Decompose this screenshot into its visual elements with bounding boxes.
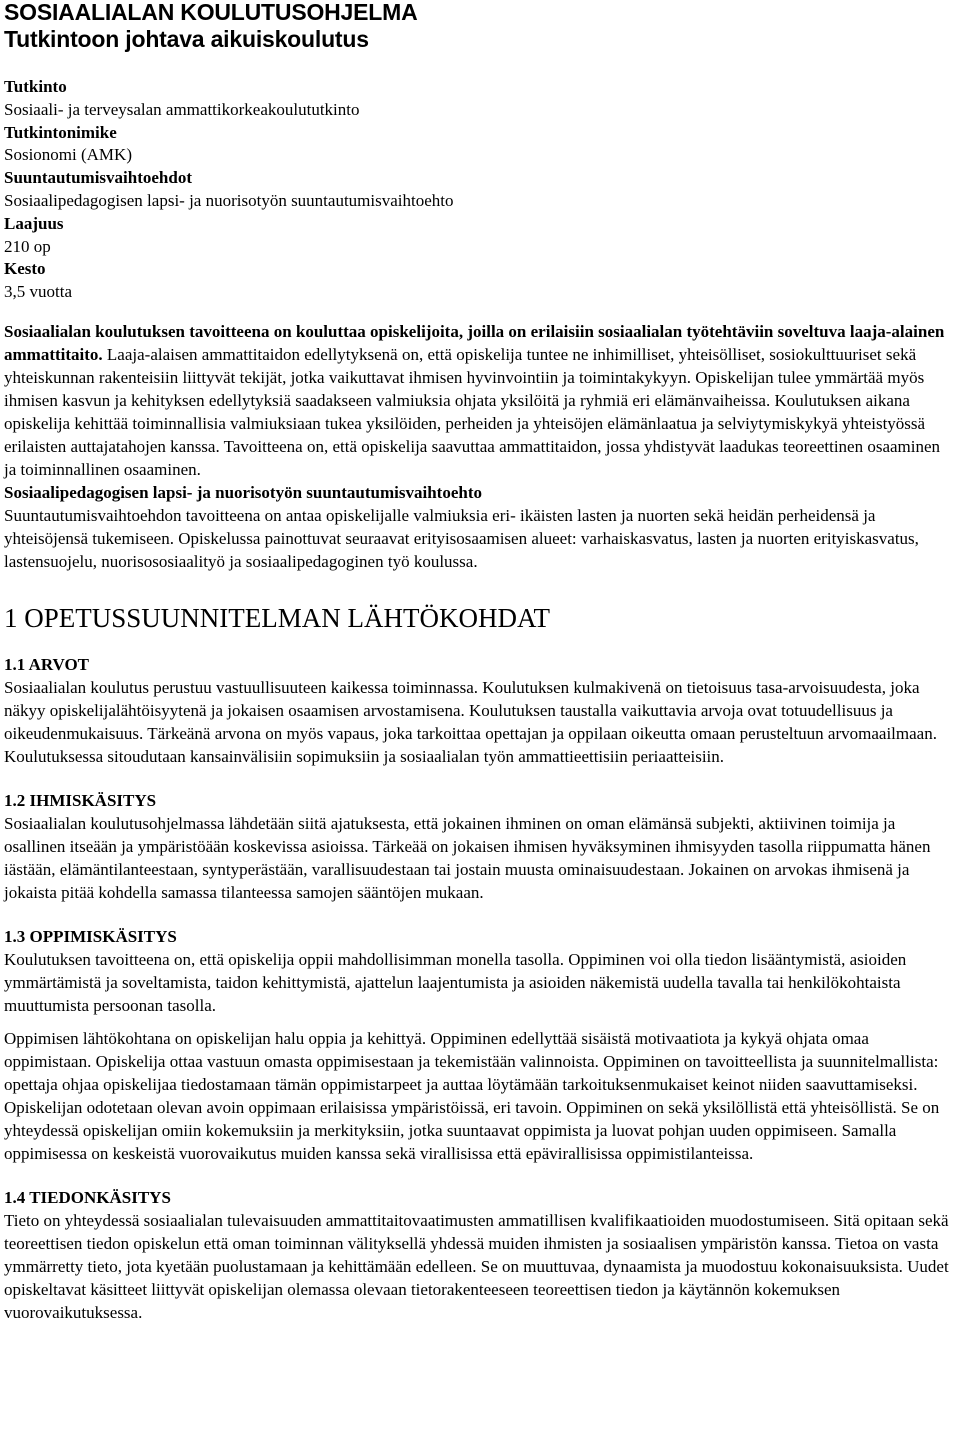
section-title: IHMISKÄSITYS: [29, 790, 157, 810]
section-title: ARVOT: [28, 654, 90, 674]
section-paragraph: Sosiaalialan koulutusohjelmassa lähdetään siitä ajatuksesta, että jokainen ihminen on oman elämänsä subjekti, aktiivinen toimija ja osallinen itseään ja ympäristöään koskevissa asioissa. Tärkeää on jokaisen ihmisen hyväksyminen ihmisyyden tasolla riippumatta hänen iästään, elämäntilanteestaan, syntyperästään, varallisuudestaan tai jostain muusta ominaisuudestaan. Jokainen on arvokas ihmisenä ja jokaista pitää kohdella samassa tilanteessa samojen sääntöjen mukaan.: [4, 813, 931, 902]
section-number: 1.3: [4, 926, 26, 946]
info-label-scope: Laajuus: [4, 213, 64, 233]
section-heading: [4, 925, 954, 948]
document-title: SOSIAALIALAN KOULUTUSOHJELMA: [4, 0, 418, 25]
section-human: [4, 789, 954, 904]
section-title: OPPIMISKÄSITYS: [29, 926, 177, 946]
intro-paragraph: [4, 320, 954, 481]
degree-info: [4, 76, 954, 304]
info-value-scope: 210 op: [4, 236, 51, 256]
section-learning: [4, 925, 954, 1165]
section-paragraph: Tieto on yhteydessä sosiaalialan tulevaisuuden ammattitaitovaatimusten ammatillisen kvalifikaatioiden muodostumiseen. Sitä opitaan sekä teoreettisen tiedon opiskelun että oman toiminnan välityksellä yhdessä muiden ihmisten ja sosiaalisen ympäristön kanssa. Tietoa on vasta ymmärretty tieto, jota kyetään puolustamaan ja kehittämään edelleen. Se on muuttuvaa, dynaamista ja muodostuu kokonaisuuksista. Uudet opiskeltavat käsitteet liittyvät opiskelijan olemassa olevaan tietorakenteeseen teoreettisen tiedon ja käytännön kokemuksen vuorovaikutuksessa.: [4, 1210, 949, 1322]
chapter-heading: 1 OPETUSSUUNNITELMAN LÄHTÖKOHDAT: [4, 602, 550, 633]
section-knowledge: [4, 1186, 954, 1324]
section-heading: [4, 653, 954, 676]
section-heading: [4, 1186, 954, 1209]
section-paragraph: Oppimisen lähtökohtana on opiskelijan halu oppia ja kehittyä. Oppiminen edellyttää sisäistä motivaatiota ja kykyä ohjata omaa oppimistaan. Opiskelija ottaa vastuun omasta oppimisestaan ja tekemistään valinnoista. Oppiminen on tavoitteellista ja suunnitelmallista: opettaja ohjaa opiskelijaa tiedostamaan tämän oppimistarpeet ja auttaa löytämään tarkoituksenmukaiset keinot niiden saavuttamiseksi. Opiskelijan odotetaan olevan avoin oppimaan erilaisissa ympäristöissä, eri tavoin. Oppiminen on sekä yksilöllistä että yhteisöllistä. Se on yhteydessä opiskelijan omiin kokemuksiin ja merkityksiin, jotka suuntaavat oppimista ja luovat pohjan uuden oppimiseen. Samalla oppimisessa on keskeistä vuorovaikutus muiden kanssa sekä virallisissa että epävirallisissa oppimistilanteissa.: [4, 1028, 940, 1163]
section-heading: [4, 789, 954, 812]
section-title: TIEDONKÄSITYS: [29, 1187, 171, 1207]
track-paragraph: Suuntautumisvaihtoehdon tavoitteena on antaa opiskelijalle valmiuksia eri- ikäisten lasten ja nuorten sekä heidän perheidensä ja yhteisöjensä tukemiseen. Opiskelussa painottuvat seuraavat erityisosaamisen alueet: varhaiskasvatus, lasten ja nuorten erityiskasvatus, lastensuojelu, nuorisososiaalityö ja sosiaalipedagoginen työ koulussa.: [4, 505, 919, 571]
intro-text: Laaja-alaisen ammattitaidon edellytyksenä on, että opiskelija tuntee ne inhimilliset, yhteisölliset, sosiokulttuuriset sekä yhteiskunnan rakenteisiin liittyvät tekijät, jotka vaikuttavat ihmisen hyvinvointiin ja toimintakykyyn. Opiskelijan tulee ymmärtää myös ihmisen kasvun ja kehityksen edellytyksiä saadakseen valmiuksia ohjata yksilöitä ja ryhmiä eri elämänvaiheissa. Koulutuksen aikana opiskelija kehittää toiminnallisia valmiuksiaan tukea yksilöiden, perheiden ja yhteisöjen elämänlaatua ja selviytymiskykyä yhteistyössä erilaisten auttajatahojen kanssa. Tavoitteena on, että opiskelija saavuttaa ammattitaidon, jossa yhdistyvät laadukas teoreettinen osaaminen ja toiminnallinen osaaminen.: [4, 344, 941, 479]
info-value-duration: 3,5 vuotta: [4, 282, 72, 302]
info-value-title: Sosionomi (AMK): [4, 145, 132, 165]
section-number: 1.2: [4, 790, 26, 810]
info-value-degree: Sosiaali- ja terveysalan ammattikorkeakoulututkinto: [4, 99, 360, 119]
section-number: 1.1: [4, 654, 26, 674]
info-label-degree: Tutkinto: [4, 77, 67, 96]
info-value-tracks: Sosiaalipedagogisen lapsi- ja nuorisotyön suuntautumisvaihtoehto: [4, 190, 454, 210]
document-subtitle: Tutkintoon johtava aikuiskoulutus: [4, 26, 369, 52]
info-label-tracks: Suuntautumisvaihtoehdot: [4, 168, 193, 188]
intro-bold: Sosiaalialan koulutuksen tavoitteena on kouluttaa opiskelijoita, joilla on erilaisiin sosiaalialan työtehtäviin soveltuva laaja-alainen ammattitaito.: [4, 321, 945, 364]
section-number: 1.4: [4, 1187, 26, 1207]
section-values: [4, 653, 954, 768]
section-paragraph: Sosiaalialan koulutus perustuu vastuullisuuteen kaikessa toiminnassa. Koulutuksen kulmakivenä on tietoisuus tasa-arvoisuudesta, joka näkyy opiskelijalähtöisyytenä ja jokaisen osaamisen arvostamisena. Koulutuksen taustalla vaikuttavia arvoja ovat totuudellisuus ja oikeudenmukaisuus. Tärkeänä arvona on myös vapaus, joka tarkoittaa opettajan ja oppilaan oikeutta omaan perusteltuun arvomaailmaan. Koulutuksessa sitoudutaan kansainvälisiin sopimuksiin ja sosiaalialan työn ammattieettisiin periaatteisiin.: [4, 677, 937, 766]
section-paragraph: Koulutuksen tavoitteena on, että opiskelija oppii mahdollisimman monella tasolla. Oppiminen voi olla tiedon lisääntymistä, asioiden ymmärtämistä ja soveltamista, taidon kehittymistä, ajattelun laajentumista ja asioiden näkemistä uudella tavalla tai henkilökohtaista muuttumista persoonan tasolla.: [4, 949, 907, 1015]
info-label-title: Tutkintonimike: [4, 122, 117, 142]
track-heading: Sosiaalipedagogisen lapsi- ja nuorisotyön suuntautumisvaihtoehto: [4, 482, 482, 502]
info-label-duration: Kesto: [4, 259, 46, 279]
